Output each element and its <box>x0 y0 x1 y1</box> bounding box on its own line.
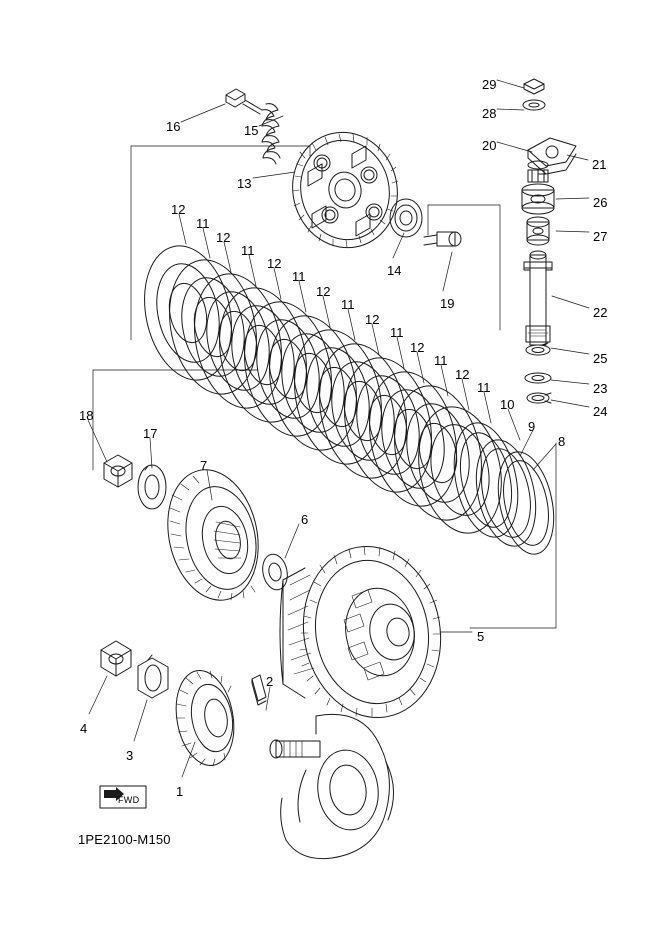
callout-29: 29 <box>482 77 497 92</box>
callout-8: 8 <box>558 434 566 449</box>
leader-lines <box>88 77 589 777</box>
part-27-bearing-small <box>527 217 549 245</box>
clutch-plate <box>383 378 493 528</box>
callout-20: 20 <box>482 138 497 153</box>
callout-6: 6 <box>301 512 309 527</box>
callout-2: 2 <box>266 674 274 689</box>
callout-12-f: 12 <box>410 340 425 355</box>
clutch-plate <box>158 252 268 402</box>
callout-28: 28 <box>482 106 497 121</box>
part-8-ring <box>490 447 562 560</box>
part-21-pin <box>528 161 548 182</box>
part-7-clutch-boss <box>156 458 270 608</box>
part-26-seal <box>522 184 554 214</box>
callout-3: 3 <box>126 748 134 763</box>
part-16-bolt <box>226 89 262 114</box>
callout-7: 7 <box>200 458 208 473</box>
part-15-spring <box>262 104 280 164</box>
part-28-washer <box>523 100 545 110</box>
clutch-plate <box>208 280 318 430</box>
callout-13: 13 <box>237 176 252 191</box>
callout-11-a: 11 <box>196 216 210 231</box>
callout-15: 15 <box>244 123 259 138</box>
clutch-plate <box>333 350 443 500</box>
callout-11-e: 11 <box>390 325 404 340</box>
callout-9: 9 <box>528 419 536 434</box>
part-24-circlip <box>527 393 551 403</box>
callout-14: 14 <box>387 263 402 278</box>
callout-16: 16 <box>166 119 181 134</box>
part-23-washer <box>525 373 551 383</box>
callout-10: 10 <box>500 397 515 412</box>
part-13-pressure-plate <box>281 121 410 259</box>
part-22-shaft <box>524 251 552 345</box>
callout-23: 23 <box>593 381 608 396</box>
clutch-plate <box>408 399 513 541</box>
part-2-key <box>252 675 266 705</box>
callout-12-d: 12 <box>316 284 331 299</box>
callout-12-c: 12 <box>267 256 282 271</box>
callout-26: 26 <box>593 195 608 210</box>
part-4-nut <box>101 641 131 676</box>
part-17-lock-washer <box>138 465 166 509</box>
part-19-push-rod <box>424 232 461 246</box>
callout-12-e: 12 <box>365 312 380 327</box>
callout-11-f: 11 <box>434 353 448 368</box>
callout-11-d: 11 <box>341 297 355 312</box>
clutch-plate <box>358 364 468 514</box>
part-3-lock-washer <box>138 655 168 698</box>
callout-12-b: 12 <box>216 230 231 245</box>
callout-25: 25 <box>593 351 608 366</box>
part-18-nut <box>104 455 132 487</box>
fwd-label: FWD <box>118 795 140 805</box>
callout-12-g: 12 <box>455 367 470 382</box>
clutch-plate <box>133 238 243 388</box>
part-9-ring <box>467 434 544 551</box>
part-29-nut <box>524 79 544 94</box>
part-1-drive-gear <box>169 666 241 770</box>
callout-11-g: 11 <box>477 380 491 395</box>
callout-19: 19 <box>440 296 455 311</box>
part-code-label: 1PE2100-M150 <box>78 832 171 847</box>
callout-22: 22 <box>593 305 608 320</box>
callout-1: 1 <box>176 784 184 799</box>
part-14-bearing <box>390 199 422 237</box>
callout-24: 24 <box>593 404 608 419</box>
callout-11-c: 11 <box>292 269 306 284</box>
part-10-ring <box>445 417 528 543</box>
part-6-washer <box>260 552 291 592</box>
clutch-plate <box>233 294 343 444</box>
callout-12-a: 12 <box>171 202 186 217</box>
callout-21: 21 <box>592 157 607 172</box>
part-5-clutch-housing <box>280 535 454 728</box>
callout-18: 18 <box>79 408 94 423</box>
callout-11-b: 11 <box>241 243 255 258</box>
crankshaft-assembly <box>270 714 394 858</box>
clutch-plate <box>183 266 293 416</box>
callout-4: 4 <box>80 721 88 736</box>
clutch-plate <box>258 308 368 458</box>
callout-5: 5 <box>477 629 485 644</box>
callout-27: 27 <box>593 229 608 244</box>
callout-17: 17 <box>143 426 158 441</box>
